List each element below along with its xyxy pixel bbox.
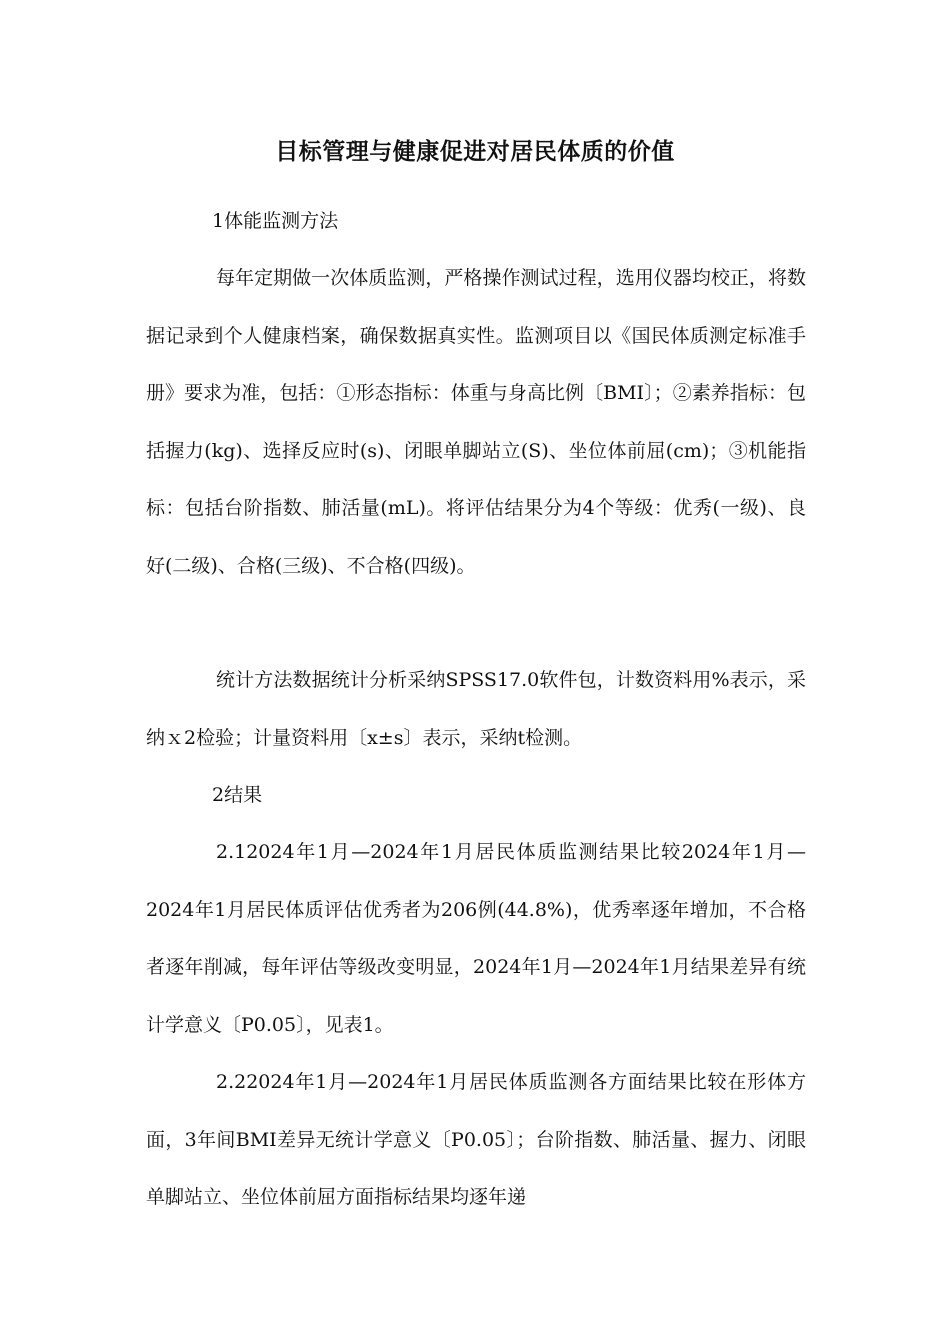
paragraph-result-2-2: 2.22024年1月—2024年1月居民体质监测各方面结果比较在形体方面，3年间BMI差异无统计学意义〔P0.05〕；台阶指数、肺活量、握力、闭眼单脚站立、坐位体前屈方面指标结果均逐年递	[146, 1071, 806, 1208]
document-title: 目标管理与健康促进对居民体质的价值	[275, 139, 675, 165]
section-heading-1: 1体能监测方法	[212, 210, 339, 232]
section-heading-2: 2结果	[212, 784, 263, 806]
paragraph-result-2-1: 2.12024年1月—2024年1月居民体质监测结果比较2024年1月—2024年1月居民体质评估优秀者为206例(44.8%)，优秀率逐年增加，不合格者逐年削减，每年评估等级改变明显，2024年1月—2024年1月结果差异有统计学意义〔P0.05〕，见表1。	[146, 841, 806, 1036]
paragraph-monitoring-method: 每年定期做一次体质监测，严格操作测试过程，选用仪器均校正，将数据记录到个人健康档案，确保数据真实性。监测项目以《国民体质测定标准手册》要求为准，包括：①形态指标：体重与身高比例〔BMI〕；②素养指标：包括握力(kg)、选择反应时(s)、闭眼单脚站立(S)、坐位体前屈(cm)；③机能指标：包括台阶指数、肺活量(mL)。将评估结果分为4个等级：优秀(一级)、良好(二级)、合格(三级)、不合格(四级)。	[146, 267, 806, 577]
paragraph-statistical-method: 统计方法数据统计分析采纳SPSS17.0软件包，计数资料用%表示，采纳ｘ2检验；计量资料用〔x±s〕表示，采纳t检测。	[146, 669, 806, 749]
